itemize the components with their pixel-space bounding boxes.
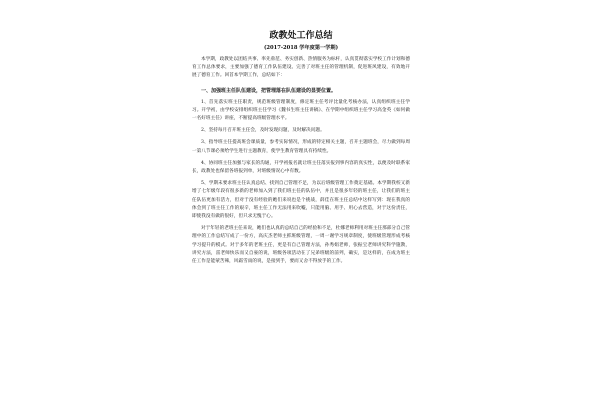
document-title: 政教处工作总结 [269, 31, 333, 41]
list-item: 2、坚持每月召开班主任会，及时发现问题，及时解决问题。 [201, 128, 325, 134]
intro-paragraph: 本学期，政教处以团结共事、率先垂范、务实创新、热情服务为标杆，认真贯彻落实学校工作计划和德育工作总体要求，主要加强了德育工作队伍建设、完善了对班主任的管理机制，促进班风建设，有效地开展了德育工作。回首本学期工作，总结如下： [192, 57, 410, 79]
list-item: 5、学期末要求班主任认真总结、找到自己管理不足，为以后班级管理工作奠定基础。本学期我校又新增了七年级年段有很多新的老师加入到了我们班主任的队伍中，并且是很多年轻的班主任，让我们的班主任队伍更加有活力，但对于没有经验的她们来说也是个挑战，薛佳在班主任总结中这样写到：现在我真的体会到了班主任工作的艰辛，班主任工作无法用来吹嘘，只能用脑、用手、用心去营造，对于这份责任，即使我没有做的很好，但只求无愧于心。 [192, 181, 410, 220]
list-item: 1、首先落实班主任职责，规范班级管理制度，修定班主任考评比量化考核办法，认真组织班主任学习。开学初，由学校安排组织班主任学习《魏书生班主任讲稿》、在学期中组织班主任学习高金英《如何做一名好班主任》讲座，不断提高班级管理水平。 [192, 99, 410, 122]
document-page [190, 18, 412, 388]
list-item: 4、协同班主任加强与家长的沟通，开学初报名就让班主任落实报到事内容的真实性，以便及时联系家长，政教处也保留各班报到单，对班级情况心中有数。 [192, 160, 410, 175]
document-subtitle: (2017-2018 学年度第一学期) [263, 45, 339, 51]
section-heading: 一、加强班主任队伍建设，把管理落在队伍建设的显要位置。 [201, 87, 337, 94]
list-item: 3、指导班主任提高班会课质量，参考实际情况，形成的特定相关主题，召开主题班会，尽力做到每周一第八节课必须给学生进行主题教育，使学生教育管理具有持续性。 [192, 140, 410, 154]
closing-paragraph: 对于年轻的老班主任来说，她们也认真的总结自己的经验和不足，杜娜老师利用对班主任那部分自己管理中的工作总结写成了一份方，高庆杰老师主抓班级管理，一周一谢学习规章制度，使班级管理形成考核学习提升的模式。对于多年的老班主任，更是有自己管理方法，孙秀娟老师，张振宝老师讲究科学施教，讲究方法，雷老师快乐而又自豪的说，班级各项活动在了兄弟班级的前列，确实，是这样的，在成为班主任工作是能蒙苦辣，风霜雪雨的说，是接到手，要而又舍不得放手的工作。 [192, 226, 410, 265]
